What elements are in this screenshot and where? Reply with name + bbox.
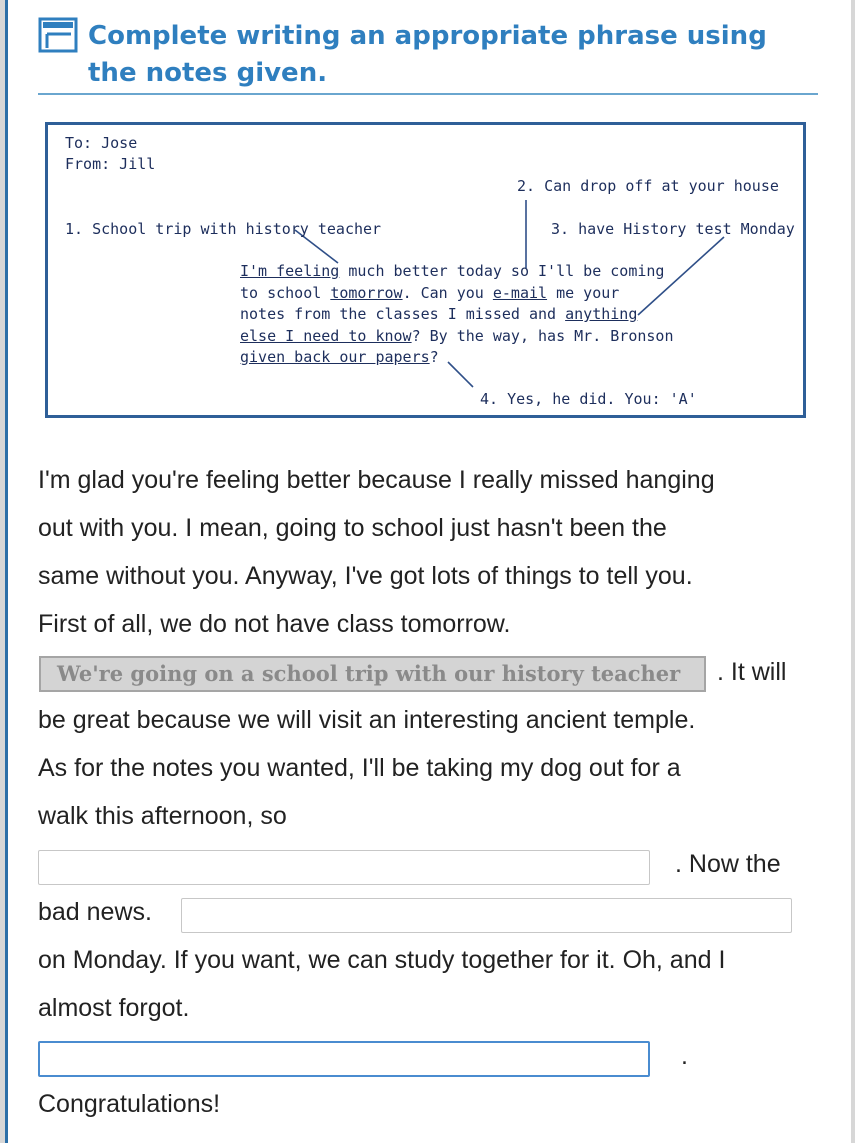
answer-field-2[interactable] [38, 850, 650, 885]
passage-line: First of all, we do not have class tomorrow. [38, 610, 511, 638]
passage-line: As for the notes you wanted, I'll be taking my dog out for a [38, 754, 681, 782]
closing-text: Congratulations! [38, 1090, 221, 1118]
notes-panel [45, 122, 806, 418]
page-title: Complete writing an appropriate phrase using the notes given. [88, 21, 767, 88]
note-from: From: Jill [65, 155, 156, 173]
note-text: much better today so [339, 262, 529, 280]
note-body-line-1 [240, 262, 664, 280]
note-text: to school [240, 284, 331, 302]
note-body-line-5 [240, 348, 439, 366]
passage-line: almost forgot. [38, 994, 190, 1022]
note-text: . Can you [402, 284, 493, 302]
note-hint-4: 4. Yes, he did. You: 'A' [480, 390, 697, 408]
passage-line: be great because we will visit an interesting ancient temple. [38, 706, 696, 734]
notepad-icon [38, 17, 78, 53]
title-divider [38, 93, 818, 95]
note-text: ? [429, 348, 439, 366]
note-hint-1: 1. School trip with history teacher [65, 220, 382, 238]
note-text: I'll be coming [529, 262, 665, 280]
note-underline: tomorrow [330, 284, 403, 302]
answer-field-3[interactable] [181, 898, 792, 933]
note-underline: e-mail [492, 284, 548, 302]
passage-line: I'm glad you're feeling better because I really missed hanging [38, 466, 715, 494]
answer-field-1[interactable]: We're going on a school trip with our history teacher [39, 656, 706, 692]
passage-text: . It will [717, 658, 787, 686]
note-underline: else I need to know [240, 327, 412, 345]
note-text: ? By the way, has Mr. Bronson [411, 327, 674, 345]
note-body-line-2 [240, 284, 619, 302]
window-accent-left [5, 0, 8, 1143]
passage-line: walk this afternoon, so [38, 802, 287, 830]
answer-field-4[interactable] [38, 1041, 650, 1077]
note-body-line-3 [240, 305, 637, 323]
note-hint-2: 2. Can drop off at your house [517, 177, 779, 195]
note-underline: I'm feeling [240, 262, 340, 280]
window-border-right [851, 0, 855, 1143]
note-text: me your [547, 284, 620, 302]
note-hint-3: 3. have History test Monday [551, 220, 795, 238]
passage-line: on Monday. If you want, we can study together for it. Oh, and I [38, 946, 726, 974]
passage-text: . [681, 1042, 688, 1070]
note-underline: given back our papers [240, 348, 430, 366]
note-text: notes from the classes I missed and [240, 305, 566, 323]
passage-line: out with you. I mean, going to school just hasn't been the [38, 514, 667, 542]
note-underline: anything [565, 305, 638, 323]
note-body-line-4 [240, 327, 674, 345]
passage-text: . Now the [675, 850, 781, 878]
note-to: To: Jose [65, 134, 138, 152]
passage-line: same without you. Anyway, I've got lots of things to tell you. [38, 562, 693, 590]
passage-text: bad news. [38, 898, 152, 926]
connector-line-4 [448, 362, 473, 387]
